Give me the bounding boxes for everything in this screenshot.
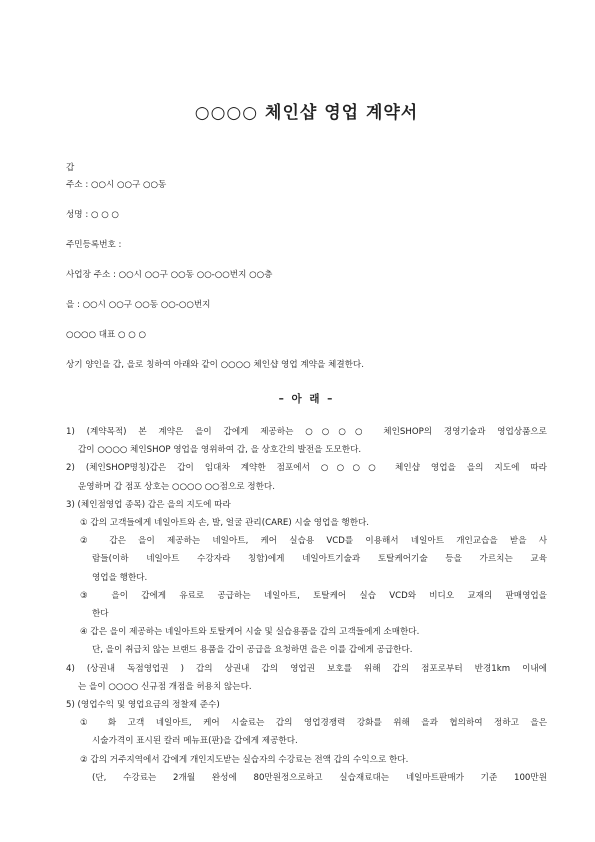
party-a-resident-number: 주민등록번호 :	[66, 240, 122, 250]
article-1-line-2: 갑이 ○○○○ 체인SHOP 영업을 영위하여 갑, 을 상호간의 발전을 도모한다.	[78, 445, 362, 456]
article-4-line-2: 는 을이 ○○○○ 신규점 개점을 허용치 않는다.	[78, 681, 252, 692]
document-title: ○○○○ 체인샵 영업 계약서	[194, 103, 419, 123]
article-3-item-2-line-2: 람들(이하 네일아트 수강자라 칭함)에게 네일아트기술과 토탈케어기술 등을 가르치는 교육	[92, 554, 547, 565]
article-3-item-4-line-2: 단, 을이 취급치 않는 브랜드 용품을 갑이 공급을 요청하면 을은 이를 갑에게 공급한다.	[92, 645, 413, 656]
article-3-item-2-line-1: ② 갑은 을이 제공하는 네일아트, 케어 실습용 VCD를 이용해서 네일아트 개인교습을 받을 사	[80, 536, 547, 547]
article-5-line-1: 5) (영업수익 및 영업요금의 정찰제 준수)	[66, 700, 220, 711]
article-4-line-1: 4) (상권내 독점영업권 ) 갑의 상권내 갑의 영업권 보호를 위해 갑의 점포로부터 반경1km 이내에	[66, 663, 547, 674]
article-3-line-1: 3) (체인점영업 종목) 갑은 을의 지도에 따라	[66, 499, 231, 510]
article-5-item-1-line-2: 시술가격이 표시된 칼러 메뉴표(판)을 갑에게 제공한다.	[92, 736, 298, 747]
article-3-item-2-line-3: 영업을 행한다.	[92, 572, 148, 583]
party-b-representative: ○○○○ 대표 ○ ○ ○	[66, 330, 147, 340]
section-heading: – 아 래 –	[278, 393, 335, 405]
party-a-address: 주소 : ○○시 ○○구 ○○동	[66, 180, 167, 190]
article-1-line-1: 1) (계약목적) 본 계약은 을이 갑에게 제공하는 ○○○○ 체인SHOP의 경영기술과 영업상품으로	[66, 427, 547, 437]
article-5-item-2-line-2: (단, 수강료는 2개월 완성에 80만원정으로하고 실습재료대는 네일마트판매가 기준 100만원	[92, 772, 547, 783]
article-2-line-1: 2) (체인SHOP명칭)갑은 갑이 임대차 계약한 점포에서 ○○○○ 체인샵 영업을 을의 지도에 따라	[66, 463, 547, 474]
parties-block	[66, 163, 547, 341]
party-a-name: 성명 : ○ ○ ○	[66, 210, 119, 220]
article-5-item-1-line-1: ① 화 고객 네일아트, 케어 시술료는 갑의 영업경쟁력 강화를 위해 을과 협의하여 정하고 을은	[80, 718, 547, 729]
preamble-text: 상기 양인을 갑, 을로 칭하여 아래와 같이 ○○○○ 체인샵 영업 계약을 체결한다.	[66, 360, 364, 370]
article-3-item-1: ① 갑의 고객들에게 네일아트와 손, 발, 얼굴 관리(CARE) 시술 영업을 행한다.	[80, 518, 370, 529]
article-3-item-3-line-1: ③ 을이 갑에게 유료로 공급하는 네일아트, 토탈케어 실습 VCD와 비디오 교재의 판매영업을	[80, 590, 547, 601]
article-3-item-3-line-2: 한다	[92, 609, 109, 620]
party-a-label: 갑	[66, 163, 75, 173]
article-3-item-4-line-1: ④ 갑은 을이 제공하는 네일아트와 토탈케어 시술 및 실습용품을 갑의 고객들에게 소매한다.	[80, 627, 420, 638]
article-2-line-2: 운영하며 갑 점포 상호는 ○○○○ ○○점으로 정한다.	[78, 481, 275, 492]
articles-list	[66, 423, 547, 787]
article-5-item-2-line-1: ② 갑의 거주지역에서 갑에게 개인지도받는 실습자의 수강료는 전액 갑의 수익으로 한다.	[80, 754, 409, 765]
party-a-business-address: 사업장 주소 : ○○시 ○○구 ○○동 ○○-○○번지 ○○층	[66, 270, 273, 280]
party-b-address: 을 : ○○시 ○○구 ○○동 ○○-○○번지	[66, 300, 211, 310]
